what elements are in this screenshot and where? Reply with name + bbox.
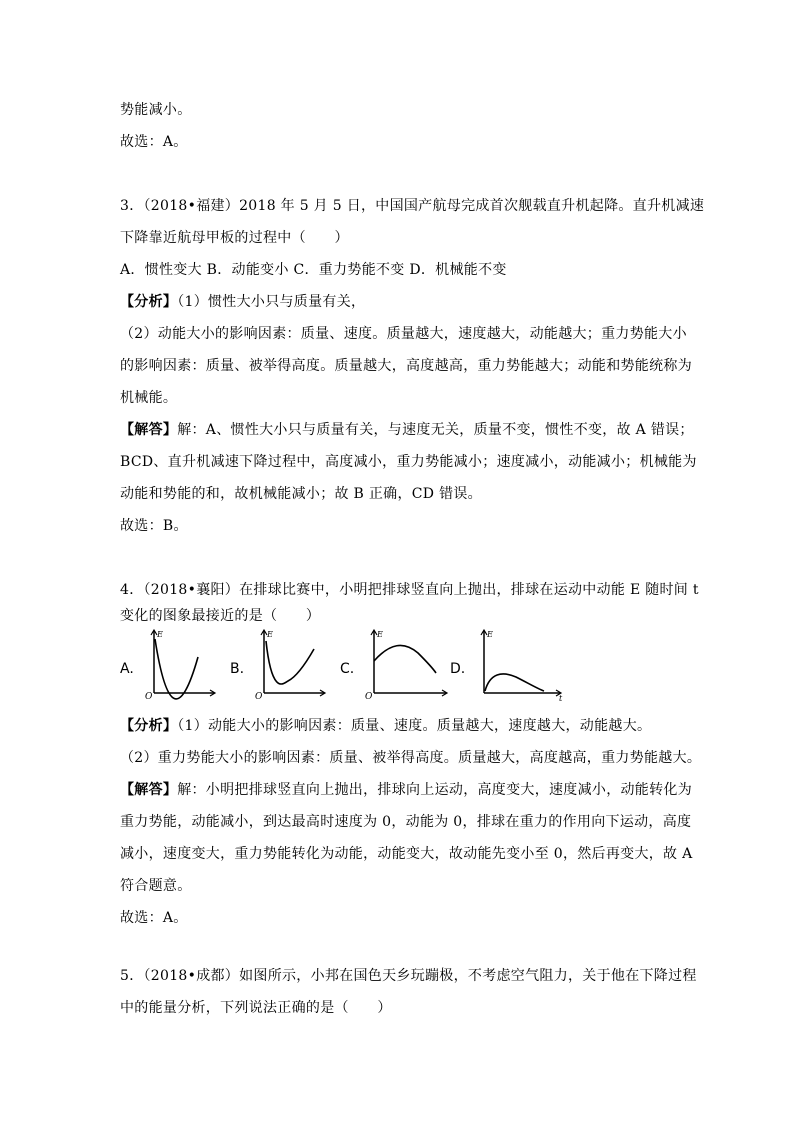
q3-solution-line-2: BCD、直升机减速下降过程中，高度减小，重力势能减小；速度减小，动能减小；机械能为 bbox=[120, 454, 697, 470]
q4-solution-line-2: 重力势能，动能减小，到达最高时速度为 0，动能为 0，排球在重力的作用向下运动，高度 bbox=[120, 814, 692, 830]
text-line: 势能减小。 bbox=[120, 102, 192, 118]
answer-line: 故选：A。 bbox=[120, 134, 188, 150]
graph-c-svg bbox=[362, 627, 452, 702]
option-label: C. bbox=[340, 661, 355, 677]
question-5-line-2: 中的能量分析，下列说法正确的是（ ） bbox=[120, 1000, 392, 1016]
q4-solution-line-3: 减小，速度变大，重力势能转化为动能，动能变大，故动能先变小至 0，然后再变大，故 A bbox=[120, 846, 693, 862]
question-4-line-1: 4．（2018•襄阳）在排球比赛中，小明把排球竖直向上抛出，排球在运动中动能 E 随时间 t bbox=[120, 582, 699, 598]
q4-graph-options bbox=[120, 627, 563, 702]
q4-solution-line-4: 符合题意。 bbox=[120, 878, 192, 894]
graph-option-c bbox=[340, 627, 450, 702]
q3-answer: 故选：B。 bbox=[120, 518, 188, 534]
origin-label: O bbox=[145, 692, 153, 702]
analysis-text: （1）惯性大小只与质量有关， bbox=[177, 294, 366, 310]
q4-analysis-line-1 bbox=[120, 716, 651, 736]
q4-analysis-line-2: （2）重力势能大小的影响因素：质量、被举得高度。质量越大，高度越高，重力势能越大。 bbox=[120, 750, 702, 766]
origin-label: O bbox=[365, 692, 373, 702]
question-3-line-2: 下降靠近航母甲板的过程中（ ） bbox=[120, 230, 349, 246]
axis-e-label: E bbox=[157, 630, 163, 639]
q3-analysis-line-3: 的影响因素：质量、被举得高度。质量越大，高度越高，重力势能越大；动能和势能统称为 bbox=[120, 358, 692, 374]
graph-option-a bbox=[120, 627, 230, 702]
graph-option-d bbox=[450, 627, 563, 702]
analysis-tag: 【分析】 bbox=[120, 718, 178, 734]
q3-solution-line-1 bbox=[120, 420, 694, 440]
option-label: A. bbox=[120, 661, 134, 677]
analysis-text: （1）动能大小的影响因素：质量、速度。质量越大，速度越大，动能越大。 bbox=[177, 718, 652, 734]
axis-e-label: E bbox=[267, 630, 273, 639]
q3-solution-line-3: 动能和势能的和，故机械能减小；故 B 正确，CD 错误。 bbox=[120, 486, 482, 502]
option-label: D. bbox=[450, 661, 466, 677]
question-5-line-1: 5．（2018•成都）如图所示，小邦在国色天乡玩蹦极，不考虑空气阻力，关于他在下降过程 bbox=[120, 968, 697, 984]
q3-analysis-line-4: 机械能。 bbox=[120, 390, 178, 406]
solution-text: 解：小明把排球竖直向上抛出，排球向上运动，高度变大，速度减小，动能转化为 bbox=[177, 782, 693, 798]
q4-solution-line-1 bbox=[120, 780, 692, 800]
q4-answer: 故选：A。 bbox=[120, 910, 188, 926]
axis-t-label: t bbox=[559, 694, 563, 702]
q3-analysis-line-2: （2）动能大小的影响因素：质量、速度。质量越大，速度越大，动能越大；重力势能大小 bbox=[120, 326, 687, 342]
graph-d-svg bbox=[472, 627, 567, 702]
question-4-line-2: 变化的图象最接近的是（ ） bbox=[120, 608, 321, 624]
q3-analysis-line-1 bbox=[120, 292, 365, 312]
graph-a-svg bbox=[142, 627, 220, 702]
question-3-line-1: 3．（2018•福建）2018 年 5 月 5 日，中国国产航母完成首次舰载直升机起降。直升机减速 bbox=[120, 198, 705, 214]
solution-tag: 【解答】 bbox=[120, 422, 178, 438]
solution-tag: 【解答】 bbox=[120, 782, 178, 798]
graph-option-b bbox=[230, 627, 340, 702]
solution-text: 解：A、惯性大小只与质量有关，与速度无关，质量不变，惯性不变，故 A 错误； bbox=[177, 422, 694, 438]
axis-e-label: E bbox=[487, 630, 493, 639]
graph-b-svg bbox=[252, 627, 330, 702]
axis-e-label: E bbox=[377, 630, 383, 639]
origin-label: O bbox=[255, 692, 263, 702]
option-label: B. bbox=[230, 661, 245, 677]
analysis-tag: 【分析】 bbox=[120, 294, 178, 310]
question-3-options: A．惯性变大 B．动能变小 C．重力势能不变 D．机械能不变 bbox=[120, 262, 507, 278]
